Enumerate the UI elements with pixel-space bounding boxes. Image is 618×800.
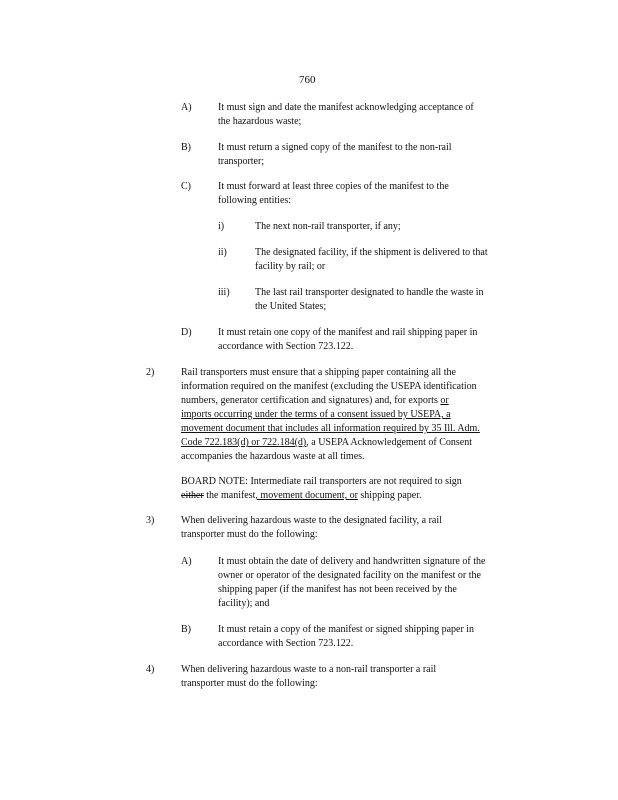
text-run: shipping paper.: [357, 490, 422, 501]
deleted-text: either: [181, 490, 204, 501]
text-line: transporter;: [218, 156, 265, 167]
text-line: It must obtain the date of delivery and handwritten signature of the: [218, 556, 486, 567]
text-line: shipping paper (if the manifest has not been received by the: [218, 584, 457, 595]
item-text: [218, 555, 538, 611]
page-number: 760: [299, 74, 316, 86]
text-line: The next non-rail transporter, if any;: [255, 221, 401, 232]
text-line: It must retain a copy of the manifest or signed shipping paper in: [218, 624, 475, 635]
item-text: [218, 623, 538, 651]
added-text: Code 722.183(d) or 722.184(d): [181, 437, 307, 448]
text-line: It must forward at least three copies of the manifest to the: [218, 181, 449, 192]
text-line: owner or operator of the designated facility on the manifest or the: [218, 570, 481, 581]
text-run: , a USEPA Acknowledgement of Consent: [306, 437, 472, 448]
text-line: information required on the manifest (excluding the USEPA identification: [181, 381, 477, 392]
text-line: [181, 422, 541, 436]
item-text: [218, 180, 538, 208]
text-line: It must sign and date the manifest acknowledging acceptance of: [218, 102, 474, 113]
item-label: C): [181, 181, 191, 192]
text-line: When delivering hazardous waste to a non-rail transporter a rail: [181, 664, 437, 675]
text-line: transporter must do the following:: [181, 678, 318, 689]
subitem-text: [255, 220, 545, 234]
text-line: the United States;: [255, 301, 327, 312]
text-line: [181, 489, 541, 503]
text-line: When delivering hazardous waste to the designated facility, a rail: [181, 515, 442, 526]
subitem-label: iii): [218, 287, 230, 298]
item-label: A): [181, 556, 192, 567]
item-text: [218, 101, 538, 129]
item-label: D): [181, 327, 192, 338]
item-label: A): [181, 102, 192, 113]
text-line: The designated facility, if the shipment is delivered to that: [255, 247, 488, 258]
text-line: accordance with Section 723.122.: [218, 341, 354, 352]
added-text: or: [440, 395, 449, 406]
paragraph-text: [181, 663, 541, 691]
subitem-label: i): [218, 221, 225, 232]
paragraph-text: [181, 514, 541, 542]
text-line: It must return a signed copy of the manifest to the non-rail: [218, 142, 452, 153]
subitem-label: ii): [218, 247, 227, 258]
text-line: facility by rail; or: [255, 261, 326, 272]
item-text: [218, 326, 538, 354]
text-line: accompanies the hazardous waste at all times.: [181, 451, 365, 462]
text-line: [181, 436, 541, 450]
paragraph-label: 4): [146, 664, 155, 675]
subitem-text: [255, 246, 545, 274]
paragraph-label: 3): [146, 515, 155, 526]
paragraph-label: 2): [146, 367, 155, 378]
board-note-text: [181, 475, 541, 503]
subitem-text: [255, 286, 545, 314]
text-line: following entities:: [218, 195, 292, 206]
text-run: numbers, generator certification and signatures) and, for exports: [181, 395, 438, 406]
added-text: imports occurring under the terms of a consent issued by USEPA, a: [181, 409, 451, 420]
added-text: , movement document, or: [255, 490, 358, 501]
text-line: accordance with Section 723.122.: [218, 638, 354, 649]
item-label: B): [181, 142, 191, 153]
text-line: BOARD NOTE: Intermediate rail transporters are not required to sign: [181, 476, 462, 487]
item-label: B): [181, 624, 191, 635]
text-line: Rail transporters must ensure that a shipping paper containing all the: [181, 367, 456, 378]
text-line: facility); and: [218, 598, 270, 609]
added-text: movement document that includes all information required by 35 Ill. Adm.: [181, 423, 480, 434]
text-line: [181, 394, 541, 408]
item-text: [218, 141, 538, 169]
text-line: It must retain one copy of the manifest and rail shipping paper in: [218, 327, 478, 338]
text-line: The last rail transporter designated to handle the waste in: [255, 287, 484, 298]
text-line: transporter must do the following:: [181, 529, 318, 540]
text-line: [181, 408, 541, 422]
text-run: the manifest: [203, 490, 256, 501]
paragraph-text: [181, 366, 541, 464]
text-line: the hazardous waste;: [218, 116, 302, 127]
